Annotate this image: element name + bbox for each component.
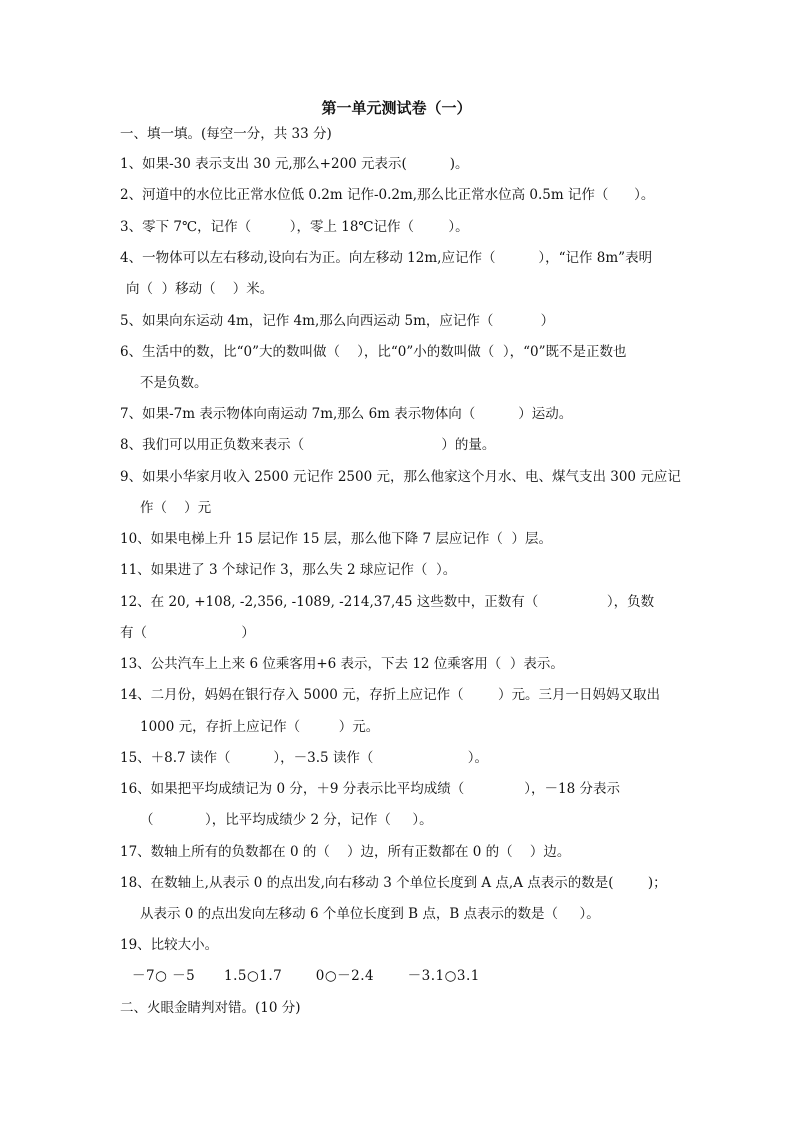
question-3: 3、零下 7℃，记作（ ），零上 18℃记作（ ）。	[120, 219, 469, 235]
question-18-line-2: 从表示 0 的点出发向左移动 6 个单位长度到 B 点，B 点表示的数是（ ）。	[140, 906, 600, 922]
question-9-line-2: 作（ ）元	[140, 500, 212, 516]
question-19: 19、比较大小。	[120, 937, 219, 953]
question-19-comparisons: －7○ －5 1.5○1.7 0○－2.4 －3.1○3.1	[132, 968, 480, 984]
question-15: 15、＋8.7 读作（ ），－3.5 读作（ ）。	[120, 750, 489, 766]
question-11: 11、如果进了 3 个球记作 3，那么失 2 球应记作（ ）。	[120, 562, 457, 578]
question-12-line-1: 12、在 20, +108, -2,356, -1089, -214,37,45 这些数中，正数有（ ），负数	[120, 594, 655, 610]
question-8: 8、我们可以用正负数来表示（ ）的量。	[120, 437, 496, 453]
question-17: 17、数轴上所有的负数都在 0 的（ ）边，所有正数都在 0 的（ ）边。	[120, 844, 571, 860]
question-5: 5、如果向东运动 4m，记作 4m,那么向西运动 5m，应记作（ ）	[120, 313, 555, 329]
question-2: 2、河道中的水位比正常水位低 0.2m 记作-0.2m,那么比正常水位高 0.5m 记作（ ）。	[120, 187, 655, 203]
question-14-line-1: 14、二月份，妈妈在银行存入 5000 元，存折上应记作（ ）元。三月一日妈妈又取出	[120, 687, 660, 703]
question-6-line-1: 6、生活中的数，比“0”大的数叫做（ ），比“0”小的数叫做（ ），“0”既不是正数也	[120, 344, 627, 360]
question-16-line-1: 16、如果把平均成绩记为 0 分，＋9 分表示比平均成绩（ ），－18 分表示	[120, 781, 621, 797]
section-heading-true-false: 二、火眼金睛判对错。(10 分)	[120, 1000, 301, 1016]
page-title: 第一单元测试卷（一）	[321, 99, 472, 117]
question-6-line-2: 不是负数。	[140, 375, 208, 391]
question-9-line-1: 9、如果小华家月收入 2500 元记作 2500 元，那么他家这个月水、电、煤气支出 300 元应记	[120, 469, 681, 485]
question-18-line-1: 18、在数轴上,从表示 0 的点出发,向右移动 3 个单位长度到 A 点,A 点表示的数是( )；	[120, 875, 667, 891]
question-10: 10、如果电梯上升 15 层记作 15 层，那么他下降 7 层应记作（ ）层。	[120, 531, 552, 547]
question-4-line-1: 4、一物体可以左右移动,设向右为正。向左移动 12m,应记作（ ），“记作 8m”表明	[120, 250, 653, 266]
section-heading-fill: 一、填一填。(每空一分，共 33 分)	[120, 126, 332, 142]
question-14-line-2: 1000 元，存折上应记作（ ）元。	[140, 719, 380, 735]
question-4-line-2: 向（ ）移动（ ）米。	[126, 281, 274, 297]
question-16-line-2: （ ），比平均成绩少 2 分，记作（ ）。	[140, 812, 433, 828]
question-13: 13、公共汽车上上来 6 位乘客用+6 表示，下去 12 位乘客用（ ）表示。	[120, 656, 564, 672]
question-1: 1、如果-30 表示支出 30 元,那么+200 元表示( )。	[120, 156, 469, 172]
question-12-line-2: 有（ ）	[120, 625, 255, 641]
question-7: 7、如果-7m 表示物体向南运动 7m,那么 6m 表示物体向（ ）运动。	[120, 406, 573, 422]
